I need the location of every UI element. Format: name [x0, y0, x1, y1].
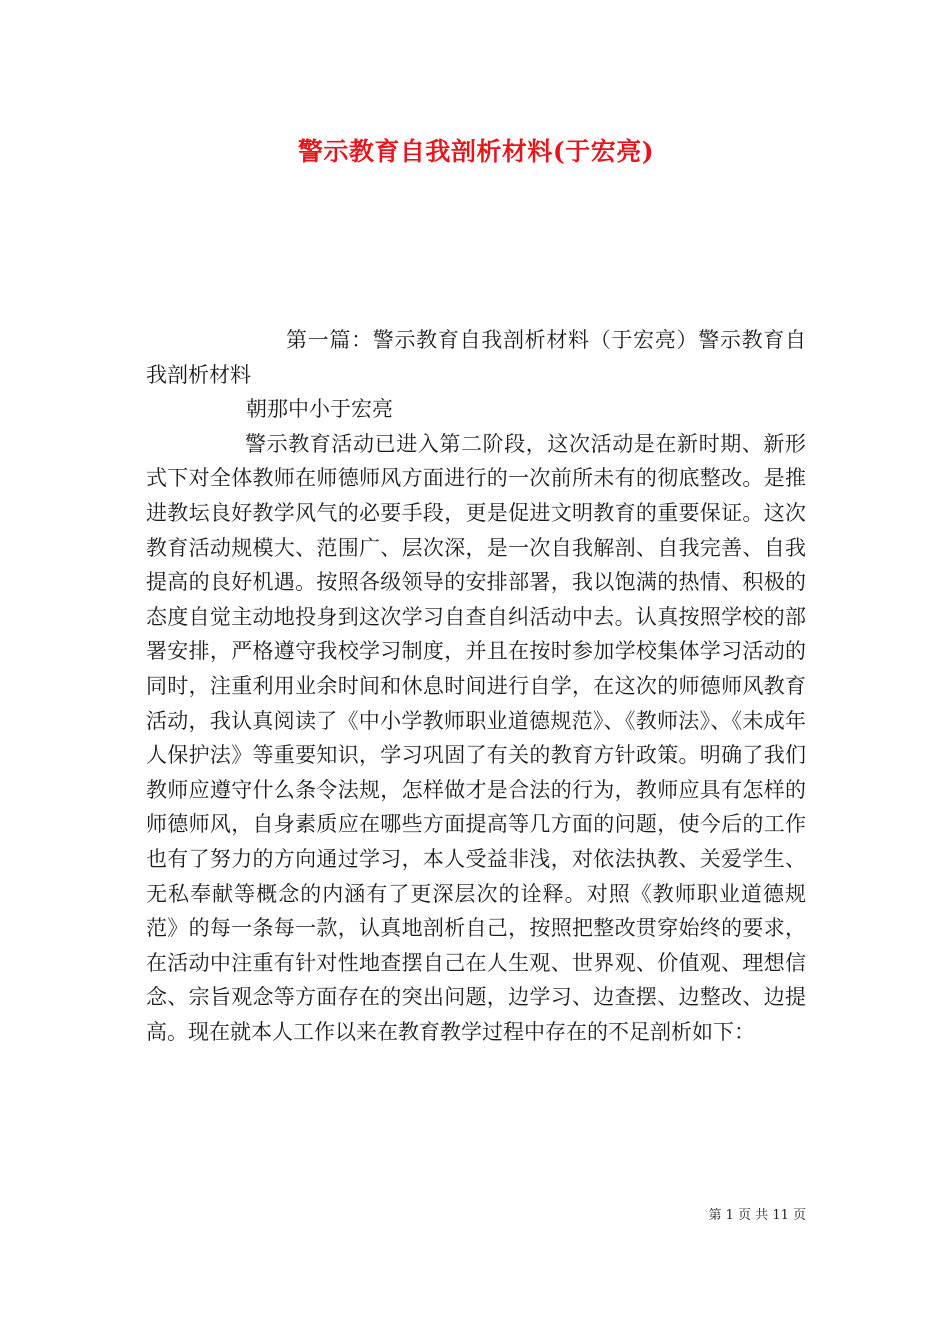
body-paragraph: 警示教育活动已进入第二阶段，这次活动是在新时期、新形式下对全体教师在师德师风方面进行的一次前所未有的彻底整改。是推进教坛良好教学风气的必要手段，更是促进文明教育的重要保证。这次教育活动规模大、范围广、层次深，是一次自我解剖、自我完善、自我提高的良好机遇。按照各级领导的安排部署，我以饱满的热情、积极的态度自觉主动地投身到这次学习自查自纠活动中去。认真按照学校的部署安排，严格遵守我校学习制度，并且在按时参加学校集体学习活动的同时，注重利用业余时间和休息时间进行自学，在这次的师德师风教育活动，我认真阅读了《中小学教师职业道德规范》、《教师法》、《未成年人保护法》等重要知识，学习巩固了有关的教育方针政策。明确了我们教师应遵守什么条令法规，怎样做才是合法的行为，教师应具有怎样的师德师风，自身素质应在哪些方面提高等几方面的问题，使今后的工作也有了努力的方向通过学习，本人受益非浅，对依法执教、关爱学生、无私奉献等概念的内涵有了更深层次的诠释。对照《教师职业道德规范》的每一条每一款，认真地剖析自己，按照把整改贯穿始终的要求，在活动中注重有针对性地查摆自己在人生观、世界观、价值观、理想信念、宗旨观念等方面存在的突出问题，边学习、边查摆、边整改、边提高。现在就本人工作以来在教育教学过程中存在的不足剖析如下： — [146, 431, 806, 1044]
document-body — [146, 323, 806, 1049]
author-line: 朝那中小于宏亮 — [246, 397, 393, 422]
heading-line: 第一篇：警示教育自我剖析材料（于宏亮）警示教育自我剖析材料 — [146, 328, 806, 387]
page-number: 第 1 页 共 11 页 — [708, 1208, 806, 1223]
document-title: 警示教育自我剖析材料(于宏亮) — [297, 137, 655, 166]
